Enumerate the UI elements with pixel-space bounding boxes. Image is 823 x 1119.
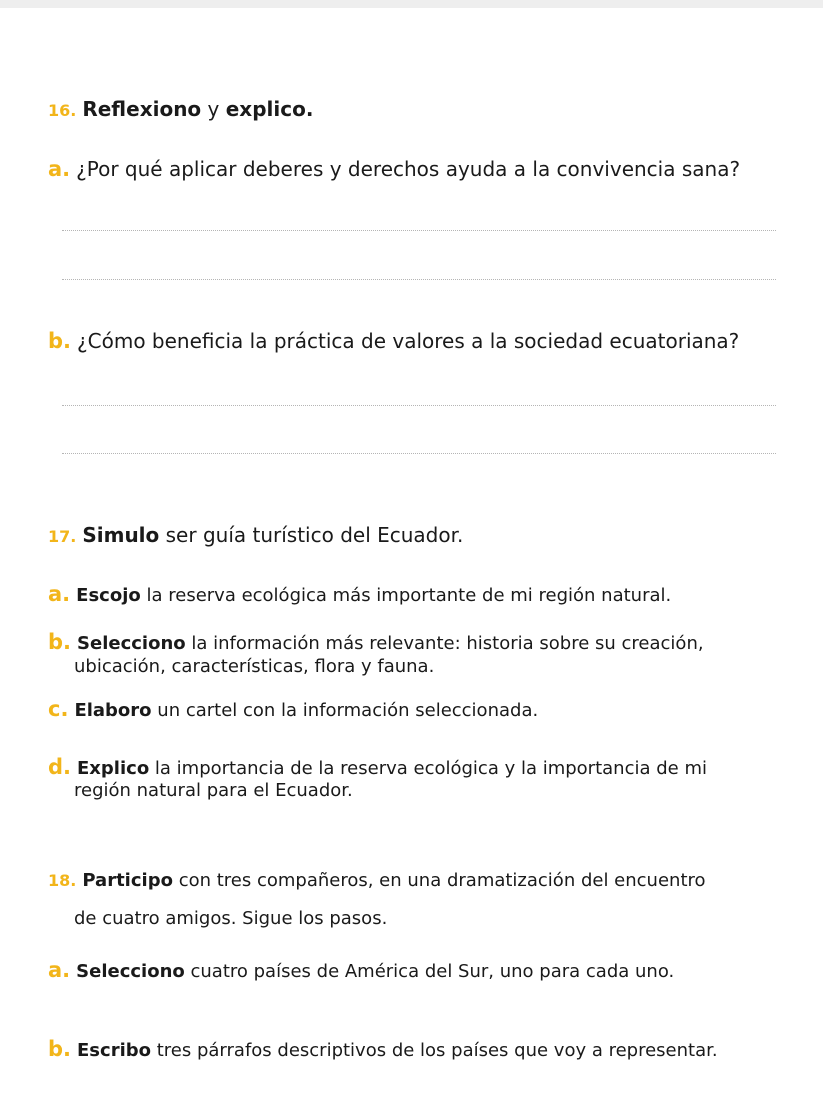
section-17-title — [48, 522, 463, 550]
section-18-line2: de cuatro amigos. Sigue los pasos. — [74, 908, 388, 929]
item-letter: a. — [48, 958, 71, 982]
list-item — [48, 1037, 718, 1063]
section-heading: Participo — [82, 870, 173, 891]
section-heading: Reflexiono — [82, 97, 202, 121]
section-heading-2: explico. — [225, 97, 314, 121]
item-text: tres párrafos descriptivos de los países que voy a representar. — [156, 1040, 718, 1061]
answer-line[interactable] — [62, 453, 776, 454]
section-heading: Simulo — [82, 523, 160, 547]
question-text: ¿Por qué aplicar deberes y derechos ayuda a la convivencia sana? — [76, 157, 741, 181]
item-text: la importancia de la reserva ecológica y la importancia de mi — [154, 758, 707, 779]
item-verb: Explico — [77, 758, 150, 779]
item-letter: a. — [48, 582, 71, 606]
section-connector: y — [207, 97, 220, 121]
answer-line[interactable] — [62, 279, 776, 280]
answer-line[interactable] — [62, 405, 776, 406]
item-verb: Escribo — [77, 1040, 151, 1061]
list-item — [48, 582, 671, 608]
item-text: cuatro países de América del Sur, uno para cada uno. — [190, 961, 675, 982]
section-16-title — [48, 96, 313, 124]
item-verb: Escojo — [76, 585, 141, 606]
list-item — [48, 958, 674, 984]
item-letter: b. — [48, 329, 72, 353]
list-item — [48, 697, 538, 723]
section-18-title — [48, 869, 706, 893]
item-verb: Selecciono — [76, 961, 185, 982]
item-verb: Selecciono — [77, 633, 186, 654]
item-text-line2: región natural para el Ecuador. — [74, 780, 353, 801]
list-item — [48, 755, 707, 781]
item-text: un cartel con la información seleccionada. — [157, 700, 539, 721]
top-strip — [0, 0, 823, 8]
question-text: ¿Cómo beneficia la práctica de valores a la sociedad ecuatoriana? — [77, 329, 740, 353]
answer-line[interactable] — [62, 230, 776, 231]
section-number: 16. — [48, 101, 77, 120]
item-text-line2: ubicación, características, flora y fauna. — [74, 656, 435, 677]
question-16b — [48, 328, 739, 354]
item-text: la reserva ecológica más importante de mi región natural. — [146, 585, 672, 606]
list-item — [48, 630, 704, 656]
item-verb: Elaboro — [74, 700, 152, 721]
item-text: la información más relevante: historia sobre su creación, — [191, 633, 704, 654]
item-letter: a. — [48, 157, 71, 181]
item-letter: b. — [48, 630, 72, 654]
section-heading-rest: con tres compañeros, en una dramatización del encuentro — [178, 870, 706, 891]
question-16a — [48, 156, 740, 182]
item-letter: c. — [48, 697, 69, 721]
section-number: 17. — [48, 527, 77, 546]
section-number: 18. — [48, 871, 77, 890]
item-letter: d. — [48, 755, 72, 779]
item-letter: b. — [48, 1037, 72, 1061]
section-heading-rest: ser guía turístico del Ecuador. — [165, 523, 464, 547]
